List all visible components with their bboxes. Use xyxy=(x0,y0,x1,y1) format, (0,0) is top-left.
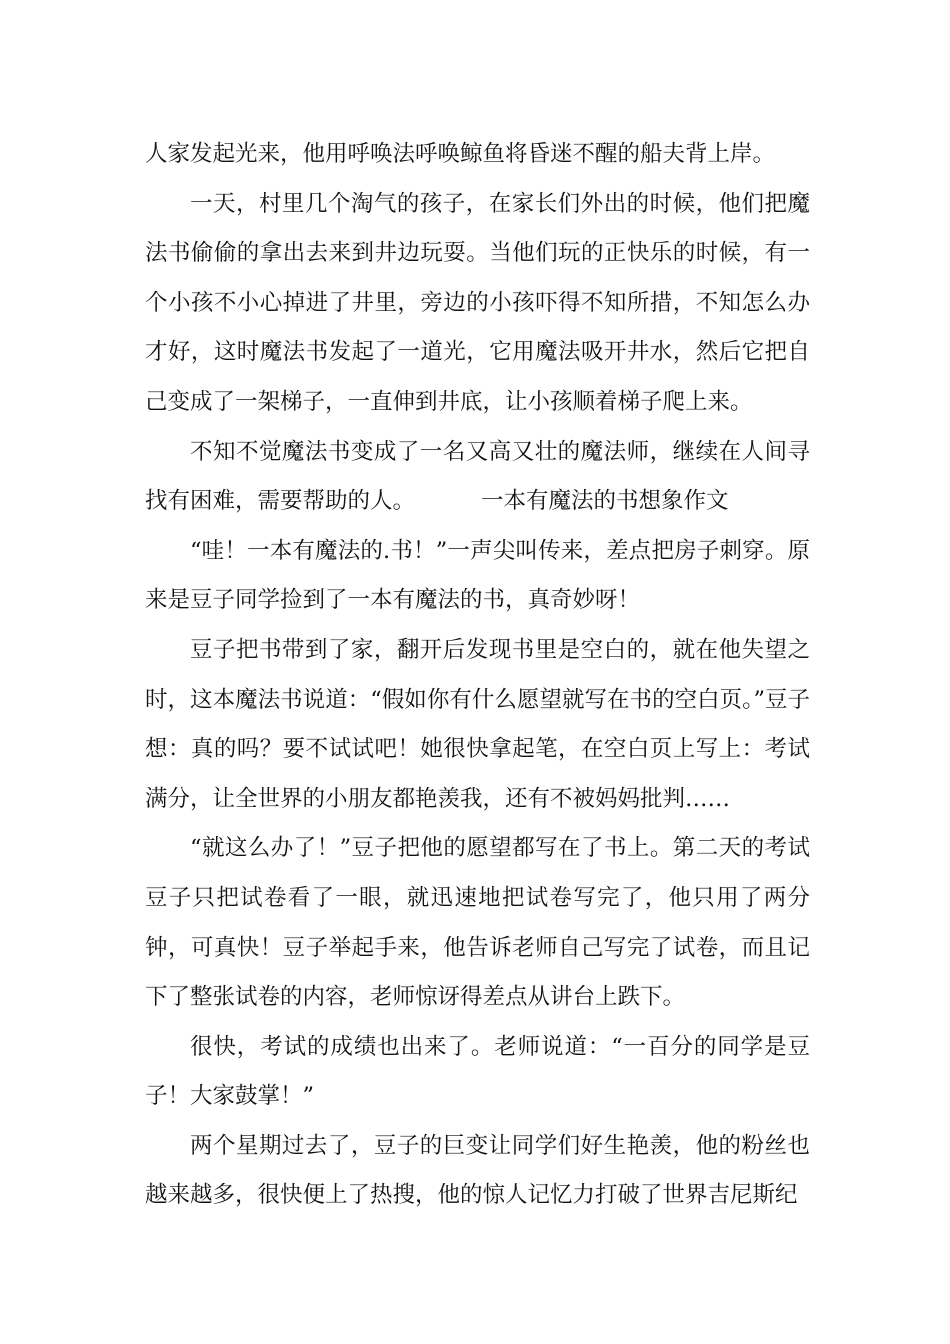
paragraph-1: 人家发起光来，他用呼唤法呼唤鲸鱼将昏迷不醒的船夫背上岸。 xyxy=(145,141,776,167)
essay-title: 一本有魔法的书想象作文 xyxy=(481,488,729,515)
document-body xyxy=(145,130,810,1221)
paragraph-6: “就这么办了！”豆子把他的愿望都写在了书上。第二天的考试豆子只把试卷看了一眼，就迅速地把试卷写完了，他只用了两分钟，可真快！豆子举起手来，他告诉老师自己写完了试卷，而且记下了整张试卷的内容，老师惊讶得差点从讲台上跌下。 xyxy=(145,835,810,1011)
paragraph-3 xyxy=(145,428,810,527)
paragraph-5: 豆子把书带到了家，翻开后发现书里是空白的，就在他失望之时，这本魔法书说道：“假如你有什么愿望就写在书的空白页。”豆子想：真的吗？要不试试吧！她很快拿起笔，在空白页上写上：考试满分，让全世界的小朋友都艳羡我，还有不被妈妈批判…… xyxy=(145,636,810,812)
paragraph-8: 两个星期过去了，豆子的巨变让同学们好生艳羡，他的粉丝也越来越多，很快便上了热搜，他的惊人记忆力打破了世界吉尼斯纪 xyxy=(145,1132,810,1209)
paragraph-3-text: 不知不觉魔法书变成了一名又高又壮的魔法师，继续在人间寻找有困难，需要帮助的人。 xyxy=(145,438,810,515)
paragraph-2: 一天，村里几个淘气的孩子，在家长们外出的时候，他们把魔法书偷偷的拿出去来到井边玩耍。当他们玩的正快乐的时候，有一个小孩不小心掉进了井里，旁边的小孩吓得不知所措，不知怎么办才好，这时魔法书发起了一道光，它用魔法吸开井水，然后它把自己变成了一架梯子，一直伸到井底，让小孩顺着梯子爬上来。 xyxy=(145,190,810,415)
paragraph-7: 很快，考试的成绩也出来了。老师说道：“一百分的同学是豆子！大家鼓掌！” xyxy=(145,1033,810,1110)
paragraph-4: “哇！一本有魔法的.书！”一声尖叫传来，差点把房子刺穿。原来是豆子同学捡到了一本有魔法的书，真奇妙呀！ xyxy=(145,537,810,614)
